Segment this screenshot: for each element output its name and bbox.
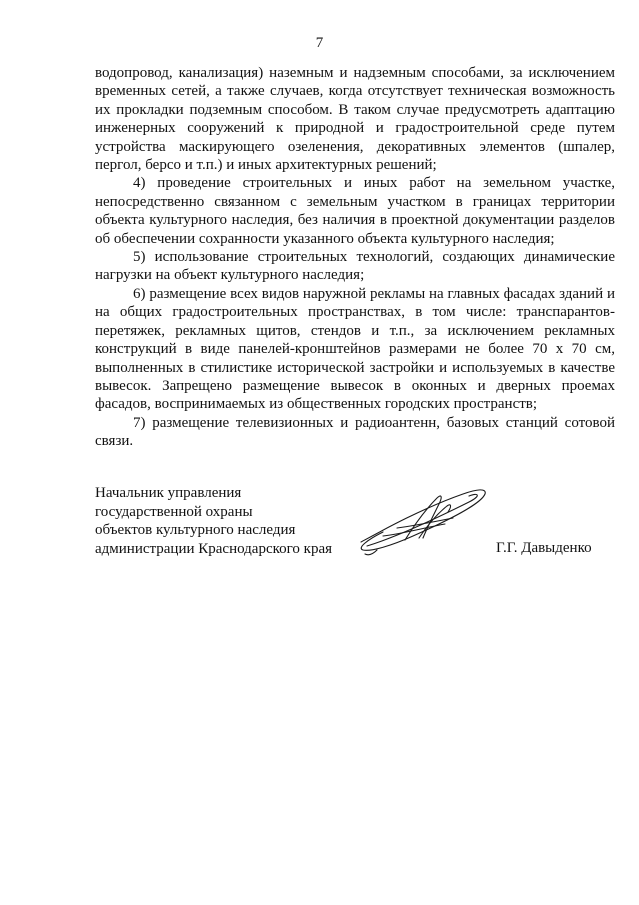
paragraph-item-7: 7) размещение телевизионных и радиоантенн, базовых станций сотовой связи. xyxy=(95,414,615,450)
paragraph-continuation: водопровод, канализация) наземным и надземным способами, за исключением временных сетей, а также случаев, когда отсутствует техническая возможность их прокладки подземным способом. В таком случае предусмотреть адаптацию инженерных сооружений к природной и градостроительной среде путем устройства маскирующего озеленения, декоративных элементов (шпалер, пергол, берсо и т.п.) и иных архитектурных решений; xyxy=(95,65,615,174)
signatory-position-line: администрации Краснодарского края xyxy=(95,540,333,557)
paragraph-item-5: 5) использование строительных технологий, создающих динамические нагрузки на объект культурного наследия; xyxy=(95,249,615,284)
paragraph-item-6: 6) размещение всех видов наружной рекламы на главных фасадах зданий и на общих градостроительных пространствах, в том числе: транспарантов-перетяжек, рекламных щитов, стендов и т.п., за исключением рекламных конструкций в виде панелей-кронштейнов размерами не более 70 х 70 см, выполненных в стилистике исторической застройки и используемых в качестве вывесок. Запрещено размещение вывесок в оконных и дверных проемах фасадов, воспринимаемых из общественных городских пространств; xyxy=(95,285,615,413)
page-number: 7 xyxy=(315,35,324,51)
paragraph-item-4: 4) проведение строительных и иных работ на земельном участке, непосредственно связанном с земельным участком в границах территории объекта культурного наследия, без наличия в проектной документации разделов об обеспечении сохранности указанного объекта культурного наследия; xyxy=(95,175,615,247)
signatory-position-line: объектов культурного наследия xyxy=(95,522,296,539)
signatory-name: Г.Г. Давыденко xyxy=(496,540,592,556)
handwritten-signature xyxy=(353,480,493,560)
signature-block xyxy=(95,484,615,574)
signatory-position xyxy=(95,484,332,558)
body-text xyxy=(95,64,615,451)
signatory-position-line: Начальник управления xyxy=(95,485,242,501)
signatory-position-line: государственной охраны xyxy=(95,503,253,520)
